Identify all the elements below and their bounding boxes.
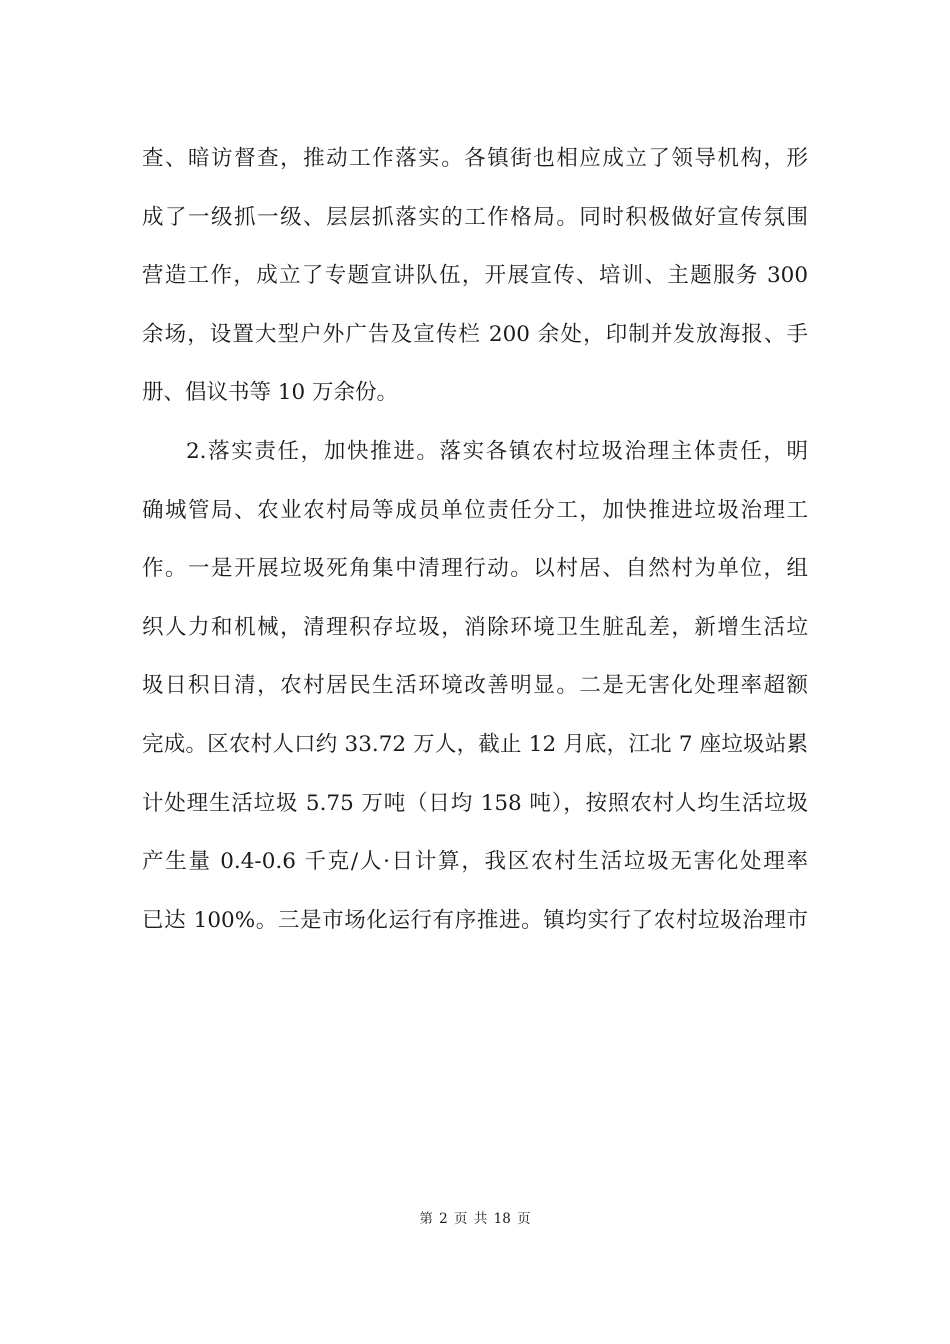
body-text bbox=[142, 130, 808, 950]
text-line: 产生量 0.4-0.6 千克/人·日计算，我区农村生活垃圾无害化处理率 bbox=[142, 849, 808, 875]
text-line: 查、暗访督查，推动工作落实。各镇街也相应成立了领导机构，形 bbox=[142, 146, 808, 171]
text-line: 营造工作，成立了专题宣讲队伍，开展宣传、培训、主题服务 300 bbox=[142, 263, 808, 289]
text-line: 册、倡议书等 10 万余份。 bbox=[142, 380, 399, 406]
text-line: 圾日积日清，农村居民生活环境改善明显。二是无害化处理率超额 bbox=[142, 673, 808, 699]
text-line: 完成。区农村人口约 33.72 万人，截止 12 月底，江北 7 座垃圾站累 bbox=[142, 731, 808, 757]
page-number-footer: 第 2 页 共 18 页 bbox=[419, 1211, 531, 1227]
text-line: 已达 100%。三是市场化运行有序推进。镇均实行了农村垃圾治理市 bbox=[142, 907, 808, 933]
text-line: 确城管局、农业农村局等成员单位责任分工，加快推进垃圾治理工 bbox=[142, 497, 808, 523]
text-line: 余场，设置大型户外广告及宣传栏 200 余处，印制并发放海报、手 bbox=[142, 321, 808, 347]
text-line: 织人力和机械，清理积存垃圾，消除环境卫生脏乱差，新增生活垃 bbox=[142, 614, 808, 640]
text-line: 计处理生活垃圾 5.75 万吨（日均 158 吨），按照农村人均生活垃圾 bbox=[142, 790, 808, 816]
text-line: 作。一是开展垃圾死角集中清理行动。以村居、自然村为单位，组 bbox=[142, 556, 808, 582]
paragraph-heading-line: 2.落实责任，加快推进。落实各镇农村垃圾治理主体责任，明 bbox=[186, 438, 808, 464]
text-line: 成了一级抓一级、层层抓落实的工作格局。同时积极做好宣传氛围 bbox=[142, 204, 808, 230]
